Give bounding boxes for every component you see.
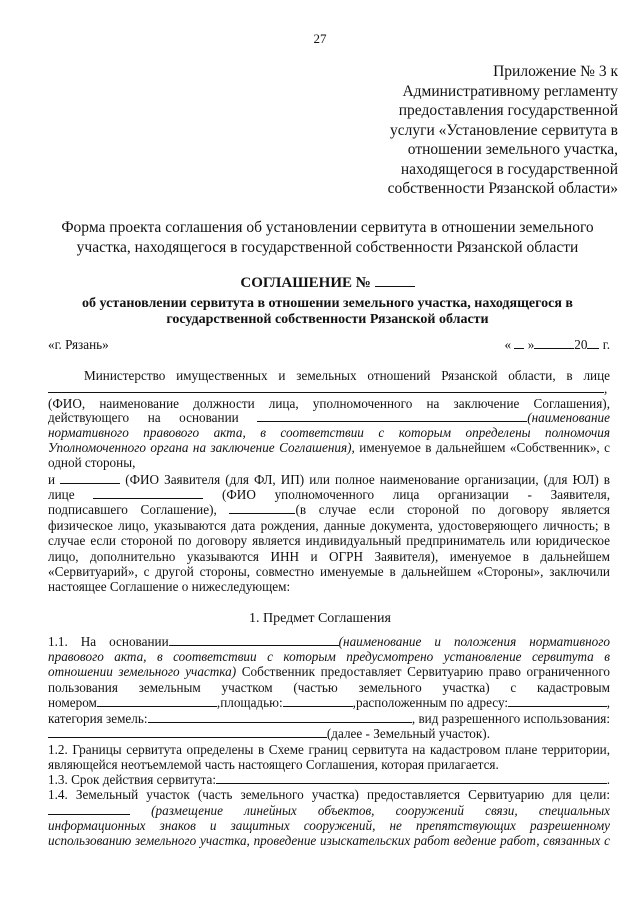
date-quote-open: «: [504, 337, 512, 352]
date-year-blank: [587, 337, 599, 349]
purpose-blank: [48, 803, 130, 815]
agreement-date: [505, 337, 610, 353]
agreement-title-text: СОГЛАШЕНИЕ №: [240, 275, 371, 291]
p1-line: физическое лицо, указываются дата рождения, данные документа, удостоверяющего личность; в: [48, 518, 610, 533]
cadastral-number-blank: [97, 695, 217, 707]
applicant-blank: [60, 472, 120, 484]
p1-line: лице (ФИО уполномоченного лица организации - Заявителя,: [48, 487, 611, 502]
agreement-heading: [40, 275, 615, 328]
p1-line: «Сервитуарий», с другой стороны, совместно именуемые в дальнейшем «Стороны», заключили: [48, 564, 610, 579]
address-blank: [508, 695, 607, 707]
appendix-line: отношении земельного участка,: [407, 141, 618, 158]
p1-line: настоящее Соглашение о нижеследующем:: [48, 579, 291, 594]
agreement-subtitle-line: об установлении сервитута в отношении земельного участка, находящегося в: [82, 296, 573, 311]
p1-line: Уполномоченного органа на заключение Соглашения), именуемое в дальнейшем «Собственник», с: [48, 440, 611, 455]
s1-line: категория земель: , вид разрешенного использования:: [48, 711, 610, 726]
place: «г. Рязань»: [48, 337, 109, 352]
s1-line: 1.4. Земельный участок (часть земельного участка) предоставляется Сервитуарию для цели:: [48, 787, 610, 802]
p1-line: подписавшего Соглашение), (в случае если стороной по договору является: [48, 502, 610, 517]
page-number: 27: [313, 31, 327, 46]
date-suffix: г.: [602, 337, 610, 352]
appendix-header: [388, 62, 618, 199]
p1-line: Министерство имущественных и земельных отношений Рязанской области, в лице: [84, 368, 610, 383]
appendix-line: Приложение № 3 к: [493, 63, 618, 80]
s1-line: использованию земельного участка, проведение изыскательских работ ведение работ, связанных с: [48, 833, 610, 848]
basis-blank: [257, 410, 527, 422]
s1-line: являющейся неотъемлемой часть настоящего Соглашения, которая прилагается.: [48, 757, 499, 772]
p1-line: одной стороны,: [48, 455, 136, 470]
s1-line: отношении земельного участка) Собственник предоставляет Сервитуарию право ограниченного: [48, 664, 610, 679]
s1-line: правового акта, в соответствии с которым предусмотрено установление сервитута в: [48, 649, 610, 664]
date-day-blank: [514, 337, 524, 349]
form-title-line: Форма проекта соглашения об установлении сервитута в отношении земельного: [61, 219, 594, 236]
authorized-person-blank: [93, 487, 203, 499]
form-title-line: участка, находящегося в государственной собственности Рязанской области: [76, 239, 579, 256]
s1-line: (размещение линейных объектов, сооружений связи, специальных: [48, 803, 610, 819]
s1-line: 1.1. На основании (наименование и положения нормативного: [48, 634, 610, 649]
signer-blank: [229, 502, 295, 514]
appendix-line: предоставления государственной: [398, 102, 618, 119]
p1-line: лицо, дополнительно указываются ИНН и ОГРН Заявителя), именуемое в дальнейшем: [48, 549, 610, 564]
agreement-subtitle-line: государственной собственности Рязанской области: [166, 312, 489, 327]
area-blank: [283, 695, 353, 707]
appendix-line: Административному регламенту: [402, 82, 618, 100]
s1-line: 1.2. Границы сервитута определены в Схеме границ сервитута на кадастровом плане территории,: [48, 742, 610, 757]
land-category-blank: [148, 711, 412, 723]
form-title: [40, 218, 615, 258]
basis-act-blank: [169, 634, 339, 646]
date-year-prefix: 20: [574, 337, 588, 352]
representative-blank: [48, 381, 604, 393]
p1-line: нормативного правового акта, в соответствии с которым определены полномочия: [48, 425, 610, 440]
s1-line: информационных знаков и защитных сооружений, не препятствующих разрешенному: [48, 818, 610, 833]
s1-line: (далее - Земельный участок).: [48, 726, 610, 742]
p1-line: ,: [48, 381, 607, 397]
appendix-line: собственности Рязанской области»: [387, 180, 618, 197]
p1-line: случае если стороной по договору является индивидуальный предприниматель или юридическое: [48, 533, 610, 548]
servitude-term-blank: [216, 772, 607, 784]
agreement-number-blank: [375, 275, 415, 287]
p1-line: (ФИО, наименование должности лица, уполномоченного на заключение Соглашения),: [48, 396, 610, 411]
permitted-use-blank: [48, 726, 327, 738]
date-month-blank: [534, 337, 574, 349]
s1-line: 1.3. Срок действия сервитута: .: [48, 772, 610, 787]
p1-line: действующего на основании (наименование: [48, 410, 610, 425]
p1-line: и (ФИО Заявителя (для ФЛ, ИП) или полное наименование организации, (для ЮЛ) в: [48, 472, 611, 487]
agreement-title: [40, 275, 615, 291]
appendix-line: находящегося в государственной: [400, 160, 618, 178]
section-title: 1. Предмет Соглашения: [249, 611, 391, 626]
appendix-line: услуги «Установление сервитута в: [389, 121, 618, 139]
date-quote-close: »: [527, 337, 535, 352]
s1-line: пользования земельным участком (частью земельного участка) с кадастровым: [48, 680, 610, 695]
s1-line: номером ,площадью: ,расположенным по адресу: ,: [48, 695, 610, 710]
